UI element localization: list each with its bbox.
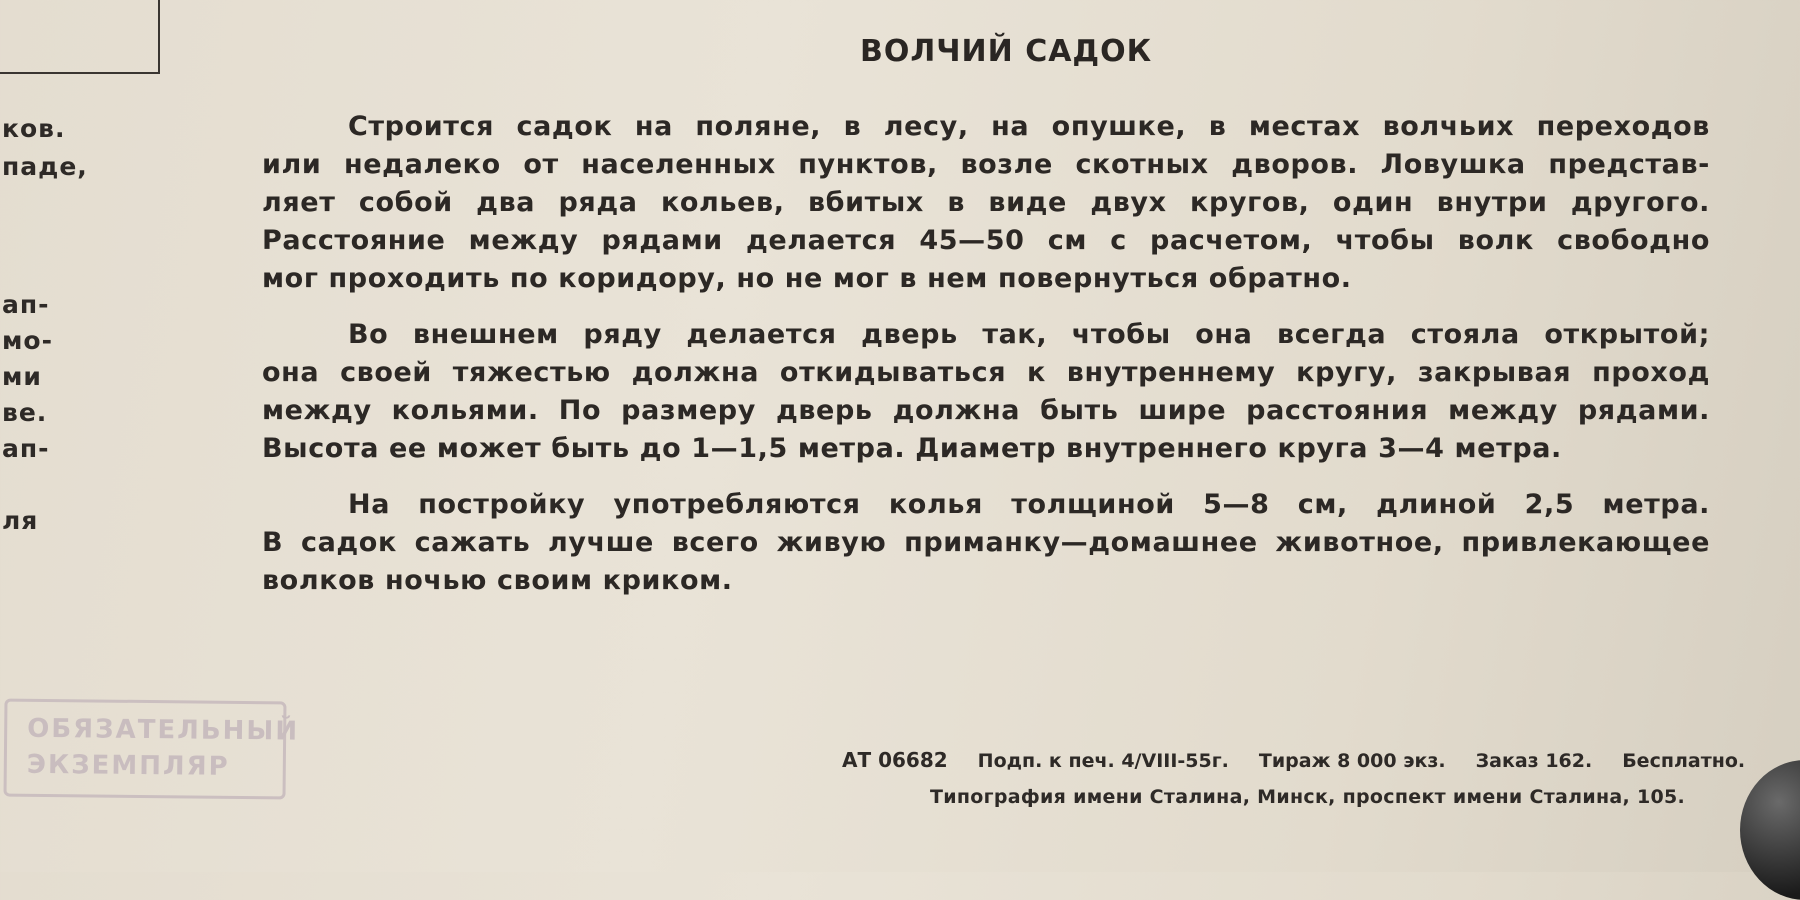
- text-line: Во внешнем ряду делается дверь так, чтобы она всегда стояла открытой;: [348, 319, 1710, 350]
- text-line: между кольями. По размеру дверь должна быть шире расстояния между рядами.: [262, 395, 1710, 426]
- imprint-code: АТ 06682: [842, 748, 948, 772]
- stamp-text: ЭКЗЕМПЛЯР: [26, 749, 230, 782]
- text-line: волков ночью своим криком.: [262, 565, 733, 596]
- text-line: Строится садок на поляне, в лесу, на опушке, в местах волчьих переходов: [348, 111, 1710, 142]
- left-fragment: ков.: [2, 114, 66, 143]
- left-fragment: ап-: [2, 290, 50, 319]
- faded-stamp: [3, 699, 300, 800]
- left-fragment: ля: [2, 506, 39, 535]
- left-fragment: ми: [2, 362, 42, 391]
- text-line: ляет собой два ряда кольев, вбитых в виде двух кругов, один внутри другого.: [262, 187, 1710, 218]
- text-line: Высота ее может быть до 1—1,5 метра. Диаметр внутреннего круга 3—4 метра.: [262, 433, 1562, 464]
- imprint-order: Заказ 162.: [1475, 750, 1593, 772]
- imprint-block: [842, 748, 1782, 808]
- imprint-row: [842, 748, 1782, 772]
- paragraph-1: [262, 108, 1710, 298]
- paragraph-2: [262, 316, 1710, 468]
- text-line: мог проходить по коридору, но не мог в нем повернуться обратно.: [262, 263, 1352, 294]
- text-line: На постройку употребляются колья толщиной 5—8 см, длиной 2,5 метра.: [348, 489, 1710, 520]
- imprint-signed: Подп. к печ. 4/VIII-55г.: [977, 750, 1229, 772]
- left-fragment: ап-: [2, 434, 50, 463]
- page-title: ВОЛЧИЙ САДОК: [860, 34, 1153, 69]
- text-line: В садок сажать лучше всего живую приманку—домашнее животное, привлекающее: [262, 527, 1710, 558]
- left-fragment: мо-: [2, 326, 53, 355]
- imprint-print-run: Тираж 8 000 экз.: [1258, 750, 1446, 772]
- stamp-text: ОБЯЗАТЕЛЬНЫЙ: [27, 713, 300, 747]
- frame-corner: [0, 0, 160, 74]
- text-line: она своей тяжестью должна откидываться к внутреннему кругу, закрывая проход: [262, 357, 1710, 388]
- imprint-price: Бесплатно.: [1622, 750, 1746, 772]
- text-line: Расстояние между рядами делается 45—50 см с расчетом, чтобы волк свободно: [262, 225, 1710, 256]
- article-body: [262, 108, 1710, 618]
- paragraph-3: [262, 486, 1710, 600]
- text-line: или недалеко от населенных пунктов, возле скотных дворов. Ловушка представ-: [262, 149, 1710, 180]
- left-fragment: паде,: [2, 152, 88, 181]
- left-fragment: ве.: [2, 398, 48, 427]
- imprint-printer: Типография имени Сталина, Минск, проспект имени Сталина, 105.: [930, 786, 1686, 808]
